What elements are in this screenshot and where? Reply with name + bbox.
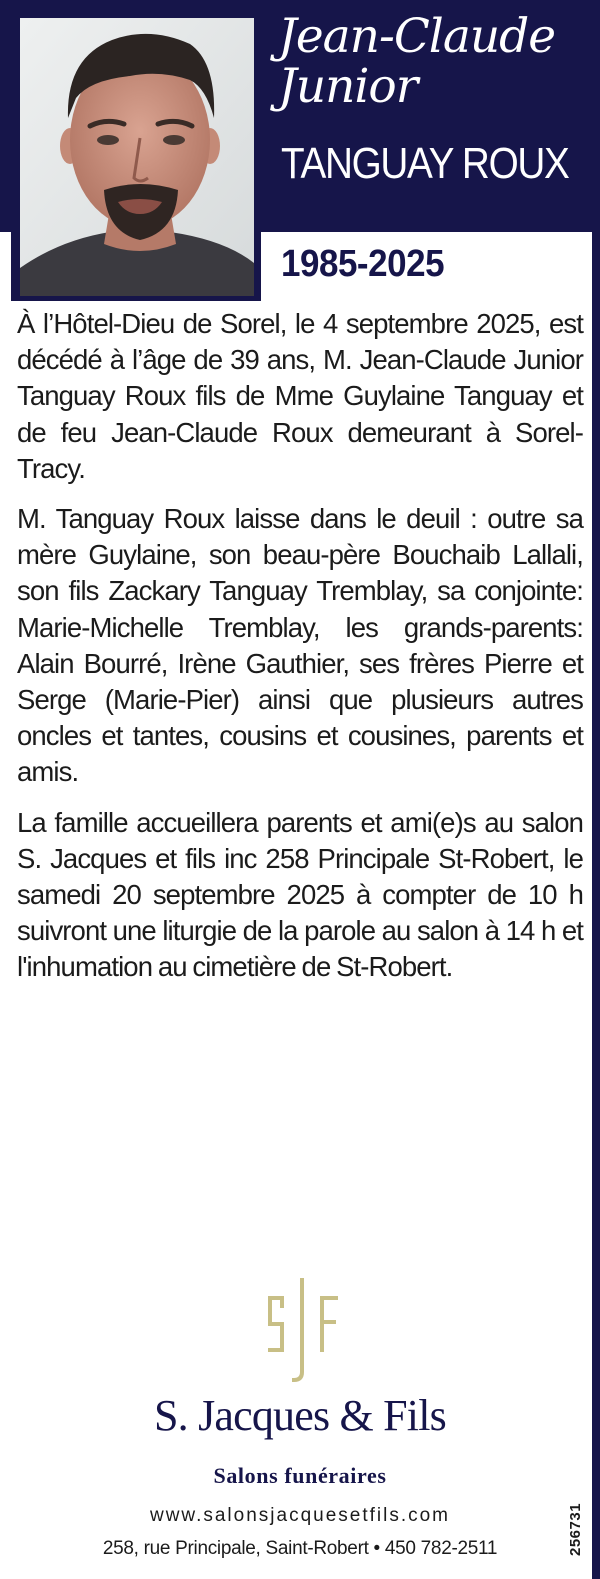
website-link[interactable]: www.salonsjacquesetfils.com	[149, 1505, 451, 1526]
address-phone: 258, rue Principale, Saint-Robert • 450 782-2511	[102, 1538, 498, 1559]
funeral-home-name: S. Jacques & Fils	[154, 1391, 446, 1440]
paragraph-survivors: M. Tanguay Roux laisse dans le deuil : outre sa mère Guylaine, son beau-père Bouchaib Lallali, son fils Zackary Tanguay Tremblay, sa conjointe: Marie-Michelle Tremblay, les grands-parents: Alain Bourré, Irène Gauthier, ses frères Pierre et Serge (Marie-Pier) ainsi que plusieurs autres oncles et tantes, cousins et cousines, parents et amis.	[17, 503, 583, 788]
sjf-monogram-logo	[262, 1276, 342, 1384]
last-name: TANGUAY ROUX	[281, 139, 569, 188]
obituary-text	[17, 306, 583, 1000]
funeral-home-tagline: Salons funéraires	[213, 1463, 387, 1488]
paragraph-visitation: La famille accueillera parents et ami(e)s au salon S. Jacques et fils inc 258 Principale St-Robert, le samedi 20 septembre 2025 à compter de 10 h suivront une liturgie de la parole au salon à 14 h et l'inhumation au cimetière de St-Robert.	[17, 806, 583, 983]
first-name-line-1: Jean-Claude	[278, 9, 556, 64]
life-years: 1985-2025	[281, 243, 445, 285]
paragraph-death-notice: À l’Hôtel-Dieu de Sorel, le 4 septembre 2025, est décédé à l’âge de 39 ans, M. Jean-Claude Junior Tanguay Roux fils de Mme Guylaine Tanguay et de feu Jean-Claude Roux demeurant à Sorel-Tracy.	[17, 308, 583, 484]
first-names	[278, 9, 594, 114]
portrait-photo	[20, 18, 254, 296]
ad-reference-number: 256731	[567, 1502, 584, 1556]
right-border-strip	[592, 232, 600, 1579]
first-name-line-2: Junior	[278, 59, 418, 114]
